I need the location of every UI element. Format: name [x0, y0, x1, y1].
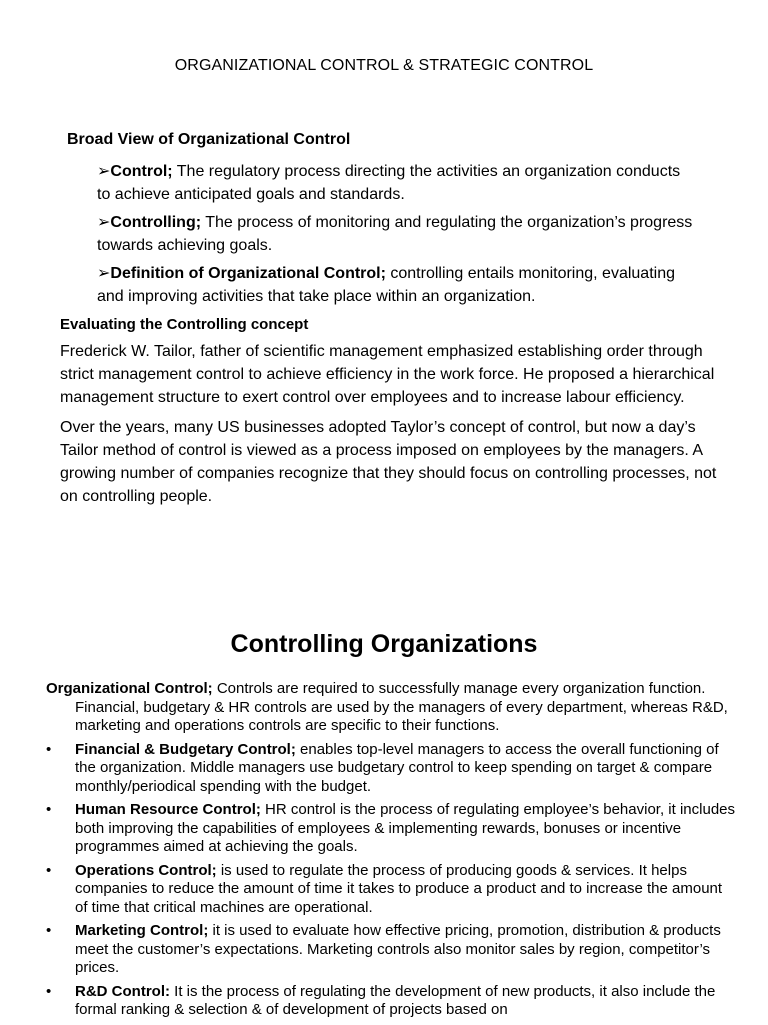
paragraph: Over the years, many US businesses adopted Taylor’s concept of control, but now a day’s Tailor method of control is viewed as a process imposed on employees by the managers. A growing number of companies recognize that they should focus on controlling processes, not on controlling people. — [60, 419, 717, 505]
list-item-text: enables top-level managers to access the overall functioning of the organization. Middle managers use budgetary control to keep spending on target & compare monthly/periodical spending with the budget. — [75, 740, 719, 795]
definition-item — [97, 211, 697, 257]
arrow-bullet-icon: ➢ — [97, 163, 111, 180]
paragraph-block — [60, 340, 720, 515]
page-title: ORGANIZATIONAL CONTROL & STRATEGIC CONTROL — [174, 57, 594, 74]
slide-controlling-organizations — [0, 580, 768, 1024]
list-item-text: HR control is the process of regulating employee’s behavior, it includes both improving the capabilities of employees & implementing rewards, bonuses or incentive programmes aimed at achieving the goals. — [75, 801, 735, 855]
definition-term: Definition of Organizational Control; — [110, 265, 386, 282]
bullet-icon: • — [46, 740, 52, 758]
list-item-term: Operations Control; — [75, 861, 217, 879]
section-heading: Broad View of Organizational Control — [67, 131, 351, 148]
definition-list — [97, 160, 697, 313]
definition-term: Controlling; — [110, 214, 202, 231]
definition-item — [97, 262, 697, 308]
list-item-term: Financial & Budgetary Control; — [75, 740, 296, 758]
list-item-text: It is the process of regulating the development of new products, it also include the formal ranking & selection & of development of projects based on — [75, 982, 716, 1018]
section-heading: Evaluating the Controlling concept — [60, 316, 309, 333]
bullet-icon: • — [46, 922, 52, 939]
bullet-icon: • — [46, 982, 52, 1000]
bullet-icon: • — [46, 801, 52, 818]
list-item-text: it is used to evaluate how effective pricing, promotion, distribution & products meet the customer’s expectations. Marketing controls also monitor sales by region, competitor’s prices. — [75, 922, 721, 976]
arrow-bullet-icon: ➢ — [97, 214, 111, 231]
definition-term: Control; — [110, 163, 173, 180]
list-item — [46, 983, 736, 1020]
list-item — [46, 741, 736, 797]
bullet-icon: • — [46, 861, 52, 879]
arrow-bullet-icon: ➢ — [97, 265, 111, 282]
list-item-term: Human Resource Control; — [75, 801, 261, 818]
list-item-term: Marketing Control; — [75, 922, 209, 939]
definition-text: The regulatory process directing the activities an organization conducts to achieve anticipated goals and standards. — [97, 163, 681, 203]
paragraph: Frederick W. Tailor, father of scientific management emphasized establishing order through strict management control to achieve efficiency in the work force. He proposed a hierarchical management structure to exert control over employees and to increase labour efficiency. — [60, 343, 715, 406]
list-item — [46, 862, 736, 918]
list-item — [46, 801, 736, 857]
list-item-term: R&D Control: — [75, 982, 170, 1000]
list-item — [46, 922, 736, 978]
definition-item — [97, 160, 697, 206]
slide-title: Controlling Organizations — [230, 630, 538, 658]
intro-text: Controls are required to successfully manage every organization function. Financial, budgetary & HR controls are used by the managers of every department, whereas R&D, marketing and operations controls are specific to their functions. — [75, 680, 728, 734]
definition-text: The process of monitoring and regulating the organization’s progress towards achieving goals. — [97, 214, 693, 254]
list-item-text: is used to regulate the process of producing goods & services. It helps companies to reduce the amount of time it takes to produce a product and to increase the amount of time that critical machines are operational. — [75, 861, 723, 916]
intro-paragraph — [46, 680, 736, 736]
intro-term: Organizational Control; — [46, 680, 213, 697]
slide-body — [46, 680, 736, 1025]
definition-text: controlling entails monitoring, evaluating and improving activities that take place within an organization. — [97, 265, 675, 305]
